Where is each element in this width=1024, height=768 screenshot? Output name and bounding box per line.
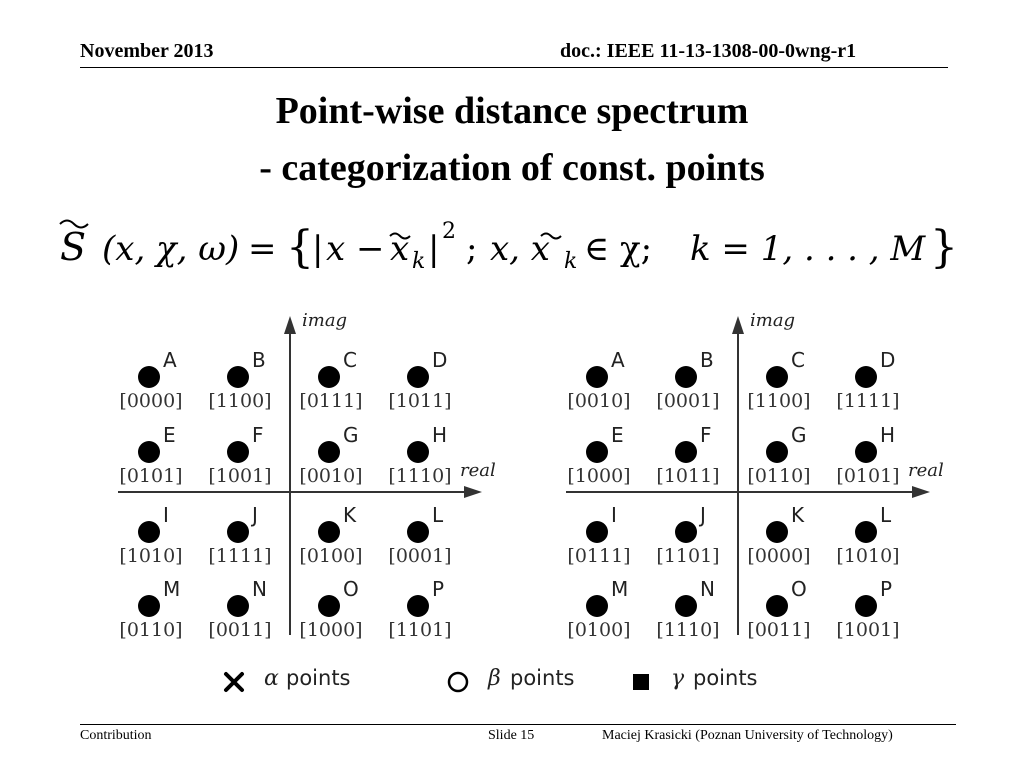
formula-open-brace: { bbox=[286, 222, 314, 273]
square-icon bbox=[633, 674, 649, 690]
bit-label: [1101] bbox=[388, 619, 452, 641]
bit-label: [1011] bbox=[656, 465, 720, 487]
point-letter: H bbox=[432, 423, 448, 447]
bit-label: [0101] bbox=[119, 465, 183, 487]
constellation-point bbox=[227, 366, 249, 388]
bit-label: [1111] bbox=[208, 545, 272, 567]
constellation-point bbox=[675, 521, 697, 543]
constellation-point bbox=[318, 441, 340, 463]
footer-slide-number: Slide 15 bbox=[488, 728, 535, 743]
point-letter: D bbox=[432, 348, 448, 372]
point-letter: L bbox=[880, 503, 892, 527]
constellation-point bbox=[227, 441, 249, 463]
point-letter: E bbox=[163, 423, 176, 447]
bit-label: [1001] bbox=[208, 465, 272, 487]
constellation-point bbox=[766, 521, 788, 543]
formula-close-brace: } bbox=[930, 222, 958, 273]
constellation-point bbox=[407, 595, 429, 617]
imag-axis-arrow bbox=[732, 316, 744, 334]
point-letter: O bbox=[343, 577, 359, 601]
point-letter: C bbox=[343, 348, 357, 372]
point-letter: M bbox=[611, 577, 629, 601]
constellation-point bbox=[855, 441, 877, 463]
constellation-point bbox=[855, 521, 877, 543]
point-letter: P bbox=[880, 577, 893, 601]
bit-label: [1101] bbox=[656, 545, 720, 567]
point-letter: C bbox=[791, 348, 805, 372]
circle-icon bbox=[449, 673, 467, 691]
header-divider bbox=[80, 67, 948, 68]
constellation-point bbox=[766, 366, 788, 388]
real-axis-arrow bbox=[464, 486, 482, 498]
bit-label: [1111] bbox=[836, 390, 900, 412]
formula-minus: − bbox=[356, 229, 385, 269]
point-letter: K bbox=[343, 503, 357, 527]
constellation-point bbox=[407, 521, 429, 543]
formula-sub-k2: k bbox=[564, 249, 578, 274]
footer-author: Maciej Krasicki (Poznan University of Technology) bbox=[602, 728, 893, 743]
legend-label: points bbox=[510, 666, 575, 690]
point-letter: F bbox=[700, 423, 712, 447]
point-letter: I bbox=[611, 503, 617, 527]
legend-greek: β bbox=[488, 666, 501, 691]
formula-lhs-symbol: S bbox=[60, 225, 87, 269]
bit-label: [0110] bbox=[119, 619, 183, 641]
point-letter: H bbox=[880, 423, 896, 447]
formula-in-chi: ∈ χ; bbox=[584, 229, 653, 269]
point-letter: F bbox=[252, 423, 264, 447]
formula-sep: ; bbox=[466, 229, 478, 269]
legend-greek: α bbox=[264, 666, 279, 691]
bit-label: [1110] bbox=[656, 619, 720, 641]
formula-k-range: k = 1, . . . , M bbox=[690, 229, 926, 269]
bit-label: [0100] bbox=[299, 545, 363, 567]
constellation-point bbox=[586, 441, 608, 463]
constellation-point bbox=[675, 441, 697, 463]
point-letter: B bbox=[700, 348, 714, 372]
slide-title-line-2: - categorization of const. points bbox=[259, 147, 765, 189]
formula-abs-open: | bbox=[312, 229, 324, 269]
point-letter: J bbox=[700, 503, 706, 527]
real-axis-label: real bbox=[460, 460, 496, 481]
formula-sup-2: 2 bbox=[442, 219, 456, 244]
constellation-point bbox=[138, 521, 160, 543]
constellation-point bbox=[407, 366, 429, 388]
constellation-point bbox=[855, 595, 877, 617]
imag-axis-label: imag bbox=[302, 310, 348, 331]
constellation-point bbox=[586, 366, 608, 388]
real-axis-arrow bbox=[912, 486, 930, 498]
bit-label: [0000] bbox=[119, 390, 183, 412]
constellation-point bbox=[675, 595, 697, 617]
constellation-point bbox=[318, 595, 340, 617]
point-letter: L bbox=[432, 503, 444, 527]
imag-axis-arrow bbox=[284, 316, 296, 334]
bit-label: [1100] bbox=[747, 390, 811, 412]
constellation-point bbox=[586, 595, 608, 617]
formula-x: x bbox=[326, 229, 346, 269]
bit-label: [0110] bbox=[747, 465, 811, 487]
legend-greek: γ bbox=[671, 666, 685, 691]
bit-label: [0001] bbox=[388, 545, 452, 567]
constellation-point bbox=[407, 441, 429, 463]
point-letter: D bbox=[880, 348, 896, 372]
constellation-point bbox=[766, 595, 788, 617]
point-letter: B bbox=[252, 348, 266, 372]
bit-label: [0100] bbox=[567, 619, 631, 641]
point-letter: P bbox=[432, 577, 445, 601]
bit-label: [0011] bbox=[747, 619, 811, 641]
point-letter: O bbox=[791, 577, 807, 601]
bit-label: [1011] bbox=[388, 390, 452, 412]
formula-abs-close: | bbox=[428, 229, 440, 269]
bit-label: [0000] bbox=[747, 545, 811, 567]
constellation-point bbox=[318, 366, 340, 388]
formula-mid: x, x bbox=[490, 229, 550, 269]
formula-equals: = bbox=[248, 229, 277, 269]
real-axis-label: real bbox=[908, 460, 944, 481]
bit-label: [1001] bbox=[836, 619, 900, 641]
constellation-point bbox=[675, 366, 697, 388]
legend-label: points bbox=[693, 666, 758, 690]
constellation-point bbox=[586, 521, 608, 543]
slide-title-line-1: Point-wise distance spectrum bbox=[275, 90, 749, 132]
bit-label: [0111] bbox=[299, 390, 363, 412]
constellation-point bbox=[138, 441, 160, 463]
formula-sub-k: k bbox=[412, 249, 426, 274]
point-letter: E bbox=[611, 423, 624, 447]
constellation-diagrams bbox=[0, 290, 1024, 710]
point-letter: I bbox=[163, 503, 169, 527]
bit-label: [0101] bbox=[836, 465, 900, 487]
bit-label: [1000] bbox=[299, 619, 363, 641]
footer-contribution: Contribution bbox=[80, 728, 152, 743]
constellation-point bbox=[855, 366, 877, 388]
header-doc-id: doc.: IEEE 11-13-1308-00-0wng-r1 bbox=[560, 40, 857, 62]
bit-label: [0011] bbox=[208, 619, 272, 641]
point-letter: A bbox=[163, 348, 177, 372]
bit-label: [0001] bbox=[656, 390, 720, 412]
constellation-point bbox=[138, 595, 160, 617]
bit-label: [1010] bbox=[119, 545, 183, 567]
bit-label: [1010] bbox=[836, 545, 900, 567]
footer-divider bbox=[80, 724, 956, 725]
constellation-point bbox=[318, 521, 340, 543]
bit-label: [0010] bbox=[299, 465, 363, 487]
legend-label: points bbox=[286, 666, 351, 690]
header-date: November 2013 bbox=[80, 40, 214, 62]
bit-label: [0111] bbox=[567, 545, 631, 567]
bit-label: [1110] bbox=[388, 465, 452, 487]
point-letter: G bbox=[343, 423, 359, 447]
formula-lhs-args: (x, χ, ω) bbox=[102, 229, 240, 269]
imag-axis-label: imag bbox=[750, 310, 796, 331]
constellation-point bbox=[766, 441, 788, 463]
point-letter: N bbox=[252, 577, 267, 601]
formula-tilde-x: x bbox=[390, 229, 410, 269]
bit-label: [0010] bbox=[567, 390, 631, 412]
point-letter: M bbox=[163, 577, 181, 601]
point-letter: G bbox=[791, 423, 807, 447]
point-letter: N bbox=[700, 577, 715, 601]
point-letter: K bbox=[791, 503, 805, 527]
bit-label: [1100] bbox=[208, 390, 272, 412]
constellation-point bbox=[227, 595, 249, 617]
bit-label: [1000] bbox=[567, 465, 631, 487]
x-mark-icon bbox=[226, 674, 242, 690]
constellation-point bbox=[138, 366, 160, 388]
distance-spectrum-formula bbox=[50, 212, 970, 282]
point-letter: J bbox=[252, 503, 258, 527]
point-letter: A bbox=[611, 348, 625, 372]
constellation-point bbox=[227, 521, 249, 543]
